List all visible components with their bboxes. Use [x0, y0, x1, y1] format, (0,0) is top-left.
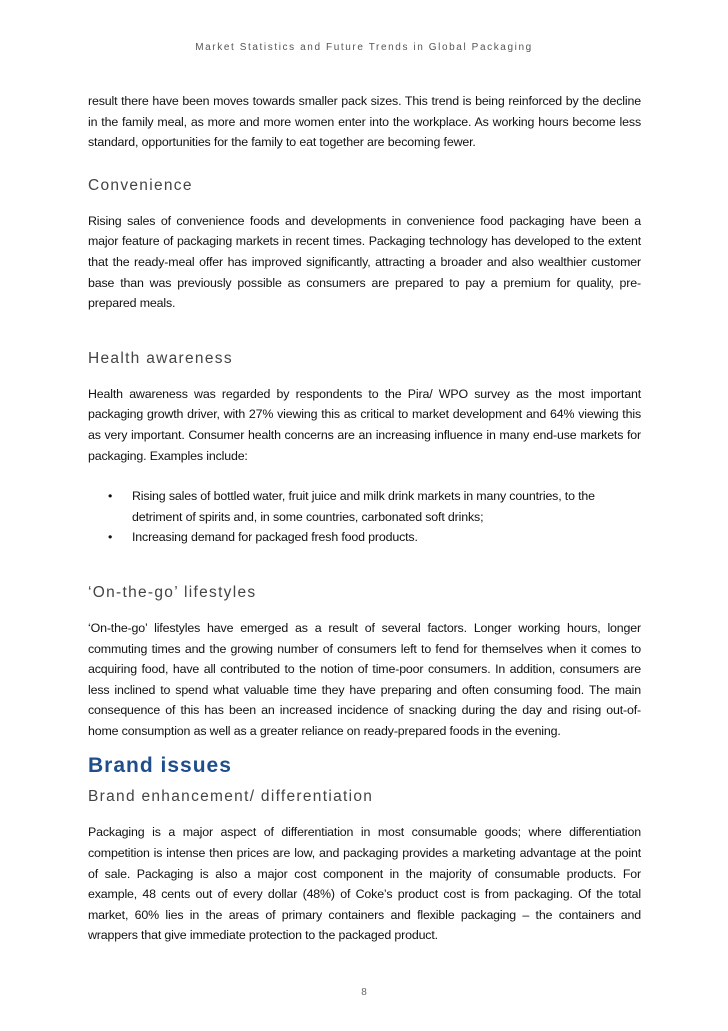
running-header: Market Statistics and Future Trends in Global Packaging	[195, 42, 533, 53]
list-item	[88, 527, 641, 548]
list-item-text: Increasing demand for packaged fresh food products.	[132, 530, 418, 545]
intro-paragraph: result there have been moves towards smaller pack sizes. This trend is being reinforced by the decline in the family meal, as more and more women enter into the workplace. As working hours become less standard, opportunities for the family to eat together are becoming fewer.	[88, 94, 641, 150]
list-item-text: Rising sales of bottled water, fruit juice and milk drink markets in many countries, to the detriment of spirits and, in some countries, carbonated soft drinks;	[132, 489, 595, 524]
health-examples-list	[88, 486, 641, 548]
page-content	[88, 91, 641, 946]
convenience-heading: Convenience	[88, 176, 193, 194]
on-the-go-paragraph: ‘On-the-go’ lifestyles have emerged as a result of several factors. Longer working hours, longer commuting times and the growing number of consumers left to fend for themselves when it comes to acquiring food, have all contributed to the notion of time-poor consumers. In addition, consumers are less inclined to spend what valuable time they have preparing and often consuming food. The main consequence of this has been an increased incidence of snacking during the day and rising out-of-home consumption as well as a greater reliance on ready-prepared foods in the evening.	[88, 620, 641, 738]
health-awareness-paragraph: Health awareness was regarded by respondents to the Pira/ WPO survey as the most important packaging growth driver, with 27% viewing this as critical to market development and 64% viewing this as very important. Consumer health concerns are an increasing influence in many end-use markets for packaging. Examples include:	[88, 386, 641, 463]
on-the-go-heading: ‘On-the-go’ lifestyles	[88, 583, 257, 601]
bullet-icon: •	[108, 489, 113, 504]
list-item	[88, 486, 641, 527]
bullet-icon: •	[108, 530, 113, 545]
brand-enhancement-paragraph: Packaging is a major aspect of differentiation in most consumable goods; where differentiation competition is intense then prices are low, and packaging provides a marketing advantage at the point of sale. Packaging is also a major cost component in the majority of consumable products. For example, 48 cents out of every dollar (48%) of Coke’s product cost is from packaging. Of the total market, 60% lies in the areas of primary containers and flexible packaging – the containers and wrappers that give immediate protection to the packaged product.	[88, 825, 641, 943]
brand-enhancement-subheading: Brand enhancement/ differentiation	[88, 788, 374, 806]
brand-issues-heading: Brand issues	[88, 754, 232, 778]
page-number: 8	[361, 987, 367, 998]
health-awareness-heading: Health awareness	[88, 349, 233, 367]
convenience-paragraph: Rising sales of convenience foods and developments in convenience food packaging have been a major feature of packaging markets in recent times. Packaging technology has developed to the extent that the ready-meal offer has improved significantly, attracting a broader and also wealthier customer base than was previously possible as consumers are prepared to pay a premium for quality, pre-prepared meals.	[88, 213, 641, 311]
